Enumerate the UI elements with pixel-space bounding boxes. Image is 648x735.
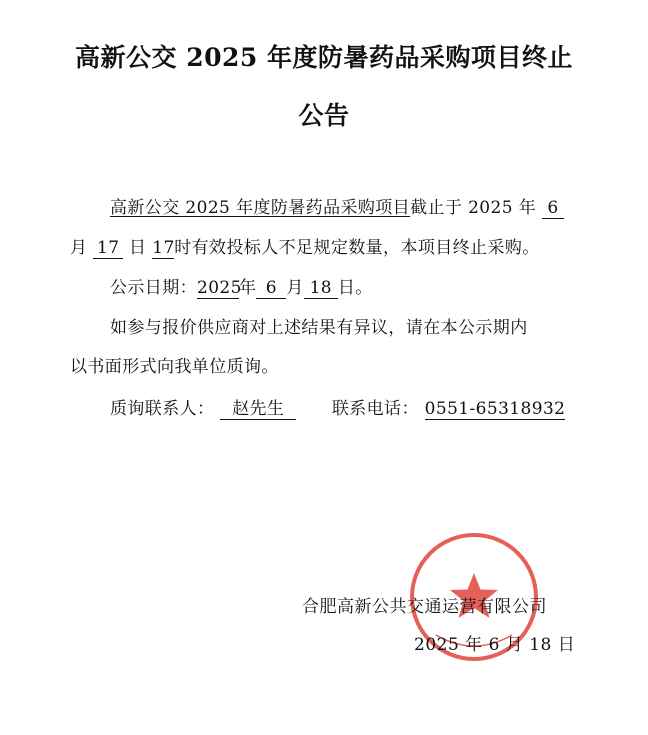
body-line-2 [70,233,540,259]
notice-month: 6 [256,278,286,299]
notice-year: 2025 [197,278,242,298]
phone-number: 0551-65318932 [424,399,566,419]
day-char: 日 [129,238,147,258]
notice-day: 18 [304,278,338,299]
deadline-text: 截止于 [410,198,463,218]
contact-name: 赵先生 [220,399,296,420]
notice-month-char: 月 [286,278,304,298]
deadline-month: 6 [542,198,564,219]
deadline-rest: 时有效投标人不足规定数量，本项目终止采购。 [174,238,540,258]
notice-date-label: 公示日期： [110,278,197,298]
deadline-day: 17 [93,238,123,259]
notice-day-char: 日。 [337,278,373,298]
signature-company: 合肥高新公共交通运营有限公司 [302,597,547,617]
month-char: 月 [70,238,88,258]
objection-line-2: 以书面形式向我单位质询。 [70,357,279,377]
deadline-hour: 17 [152,238,175,258]
deadline-year: 2025 [468,198,513,218]
notice-title-line2: 公告 [298,101,350,130]
notice-title-line1: 高新公交 2025 年度防暑药品采购项目终止 [75,43,573,72]
contact-label: 质询联系人： [110,399,215,419]
contact-line [110,394,565,420]
objection-line-1: 如参与报价供应商对上述结果有异议，请在本公示期内 [110,318,528,338]
project-name: 高新公交 2025 年度防暑药品采购项目 [110,198,411,218]
body-line-1 [110,193,564,219]
signature-date: 2025 年 6 月 18 日 [414,635,576,655]
notice-date-line [110,273,373,299]
phone-label: 联系电话： [331,399,419,419]
notice-year-char: 年 [239,278,257,298]
year-char: 年 [518,198,537,218]
